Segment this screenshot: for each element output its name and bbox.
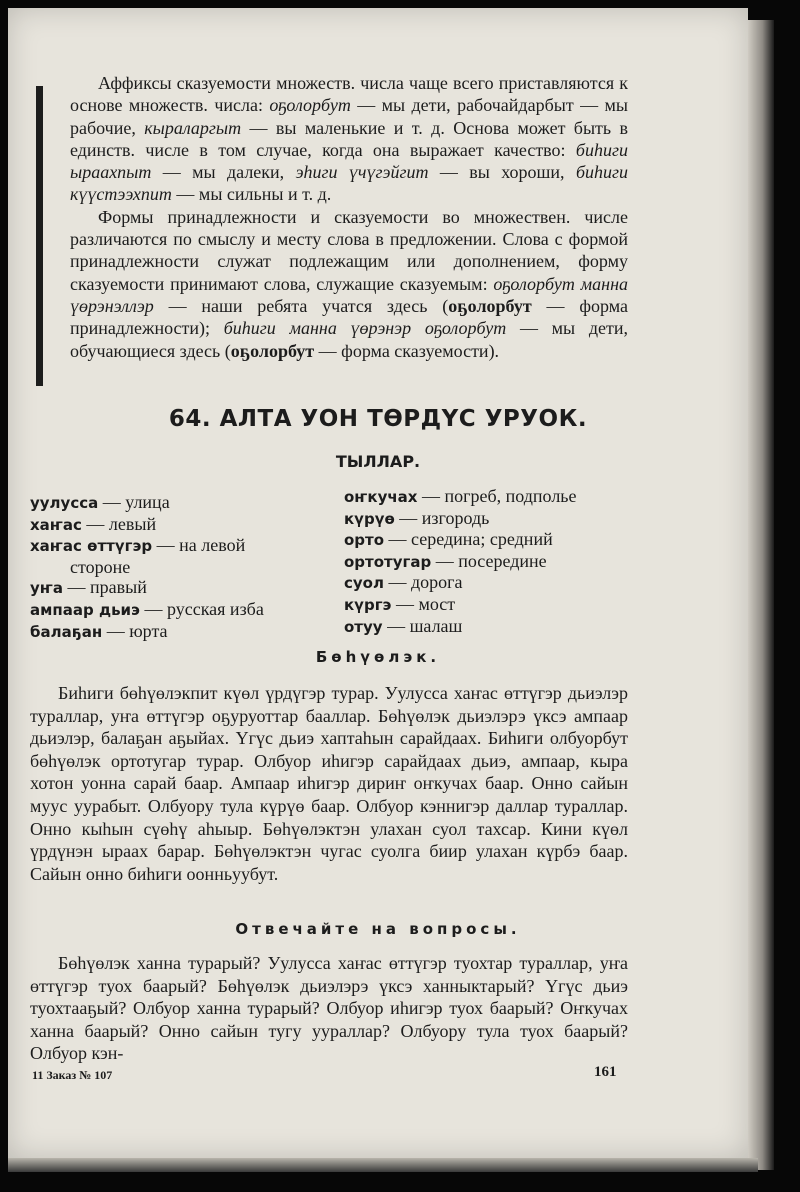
vocabulary-entry <box>344 572 634 594</box>
vocabulary-list-left <box>30 492 330 642</box>
vocabulary-word: хаҥас <box>30 515 82 534</box>
vocabulary-meaning: — русская изба <box>139 598 264 619</box>
text-run: биһиги күүстээхпит <box>70 162 629 205</box>
lesson-title: 64. АЛТА УОН ТӨРДҮС УРУОК. <box>168 406 588 432</box>
vocabulary-entry <box>30 577 330 599</box>
vocabulary-word: ортотугар <box>344 552 432 571</box>
vocabulary-entry <box>344 486 634 508</box>
questions-title: Отвечайте на вопросы. <box>235 920 521 938</box>
vocabulary-entry <box>30 621 330 643</box>
grammar-note-marker <box>36 86 43 386</box>
questions-text <box>30 952 628 1065</box>
page-number: 161 <box>594 1064 617 1080</box>
vocabulary-meaning: — на левой <box>152 535 246 556</box>
text-run: кыраларгыт <box>144 117 242 138</box>
vocabulary-entry <box>30 492 330 514</box>
vocabulary-entry <box>344 616 634 638</box>
vocabulary-entry <box>30 599 330 621</box>
vocabulary-meaning: — изгородь <box>394 507 490 528</box>
text-run: — форма сказуемости). <box>314 340 500 361</box>
page-edge-shadow <box>748 20 774 1170</box>
grammar-note <box>70 72 628 362</box>
text-run: — форма принадлежности); <box>70 295 628 339</box>
vocabulary-word: уулусса <box>30 494 99 512</box>
vocabulary-title: ТЫЛЛАР. <box>335 452 421 471</box>
text-run: — мы дети, рабочайдарбыт — мы рабочие, <box>70 95 628 138</box>
book-page <box>8 8 748 1158</box>
vocabulary-meaning: — юрта <box>102 620 168 641</box>
vocabulary-word: уҥа <box>30 579 64 598</box>
questions-paragraph: Бөһүөлэк ханна турарый? Уулусса хаҥас өттүгэр туохтар тураллар, уҥа өттүгэр туох баарый? Бөһүөлэк дьиэлэрэ үксэ ханныктарый? Үгүс дьиэ туохтааҕый? Олбуор ханна турарый? Олбуор иһигэр туох баарый? Оҥкучах ханна баарый? Онно сайын тугу уураллар? Олбуору тула туох баарый? Олбуор кэн- <box>30 953 628 1064</box>
grammar-note-paragraph-2 <box>70 206 628 362</box>
vocabulary-word: балаҕан <box>30 622 103 641</box>
vocabulary-word: отуу <box>344 617 383 636</box>
text-run: биһиги ыраахпыт <box>70 139 628 183</box>
text-run: эһиги үчүгэйгит <box>295 162 429 183</box>
vocabulary-entry <box>30 535 330 557</box>
vocabulary-word: хаҥас өттүгэр <box>30 537 153 556</box>
vocabulary-word: орто <box>344 531 385 550</box>
text-run: оҕолорбут <box>448 295 532 316</box>
vocabulary-meaning: — левый <box>81 513 157 534</box>
text-run: — вы хороши, <box>428 162 576 183</box>
vocabulary-word: суол <box>344 574 384 593</box>
vocabulary-entry <box>344 529 634 551</box>
vocabulary-meaning: — середина; средний <box>384 529 553 550</box>
vocabulary-meaning: — погреб, подполье <box>417 486 577 506</box>
vocabulary-entry <box>344 594 634 616</box>
text-run: Формы принадлежности и сказуемости во множествен. числе различаются по смыслу и месту слова в предложении. Слова с формой принадлежности служат подлежащим или дополнением, форму сказуемости принимают слова, служащие сказуемым: <box>70 206 628 294</box>
vocabulary-meaning: стороне <box>70 556 131 577</box>
vocabulary-list-right <box>344 486 634 637</box>
vocabulary-meaning: — мост <box>391 593 456 614</box>
printer-signature: 11 Заказ № 107 <box>32 1068 113 1082</box>
vocabulary-entry <box>30 514 330 536</box>
vocabulary-meaning: — улица <box>98 492 170 512</box>
vocabulary-meaning: — правый <box>63 577 147 598</box>
reading-text <box>30 682 628 885</box>
vocabulary-meaning: — шалаш <box>382 615 463 636</box>
text-run: оҕолорбут <box>230 340 315 361</box>
text-run: — наши ребята учатся здесь ( <box>153 295 449 316</box>
page-bottom-edge <box>8 1158 758 1172</box>
text-run: биһиги манна үөрэнэр оҕолорбут <box>223 318 507 339</box>
vocabulary-entry <box>30 557 330 578</box>
reading-paragraph: Биһиги бөһүөлэкпит күөл үрдүгэр турар. Уулусса хаҥас өттүгэр дьиэлэр тураллар, уҥа өттүгэр оҕуруоттар бааллар. Бөһүөлэк дьиэлэрэ үксэ ампаар дьиэлэр, балаҕан аҕыйах. Үгүс дьиэ хаптаһын сарайдаах. Биһиги олбуорбут бөһүөлэк ортотугар турар. Олбуор иһигэр сарайдаах дьиэ, ампаар, кыра хотон уонна сарай баар. Ампаар иһигэр дириҥ оҥкучах баар. Онно сайын муус уурабыт. Олбуору тула күрүө баар. Олбуор кэннигэр даллар тураллар. Онно кыһын сүөһү аһыыр. Бөһүөлэктэн улахан суол тахсар. Кини күөл үрдүнэн ыраах барар. Бөһүөлэктэн чугас суолга биир улахан күрбэ баар. Сайын онно биһиги оонньуубут. <box>30 683 628 884</box>
reading-title: Бөһүөлэк. <box>315 648 441 666</box>
text-run: — вы маленькие и т. д. Основа может быть в единств. числе в том случае, когда она выражает качество: <box>70 117 629 160</box>
vocabulary-meaning: — дорога <box>383 572 463 593</box>
vocabulary-word: күргэ <box>344 595 392 614</box>
vocabulary-word: оҥкучах <box>344 488 418 506</box>
text-run: — мы дети, обучающиеся здесь ( <box>70 318 628 361</box>
text-run: Аффиксы сказуемости множеств. числа чаще всего приставляются к основе множеств. числа: <box>70 73 628 116</box>
text-run: — мы далеки, <box>151 162 296 183</box>
text-run: оҕолорбут <box>269 95 351 116</box>
vocabulary-word: күрүө <box>344 509 395 528</box>
vocabulary-meaning: — посередине <box>431 550 547 571</box>
vocabulary-entry <box>344 551 634 573</box>
vocabulary-word: ампаар дьиэ <box>30 600 140 619</box>
text-run: оҕолорбут манна үөрэнэллэр <box>70 273 628 316</box>
vocabulary-entry <box>344 508 634 530</box>
grammar-note-paragraph-1 <box>70 72 628 206</box>
text-run: — мы сильны и т. д. <box>171 184 332 205</box>
